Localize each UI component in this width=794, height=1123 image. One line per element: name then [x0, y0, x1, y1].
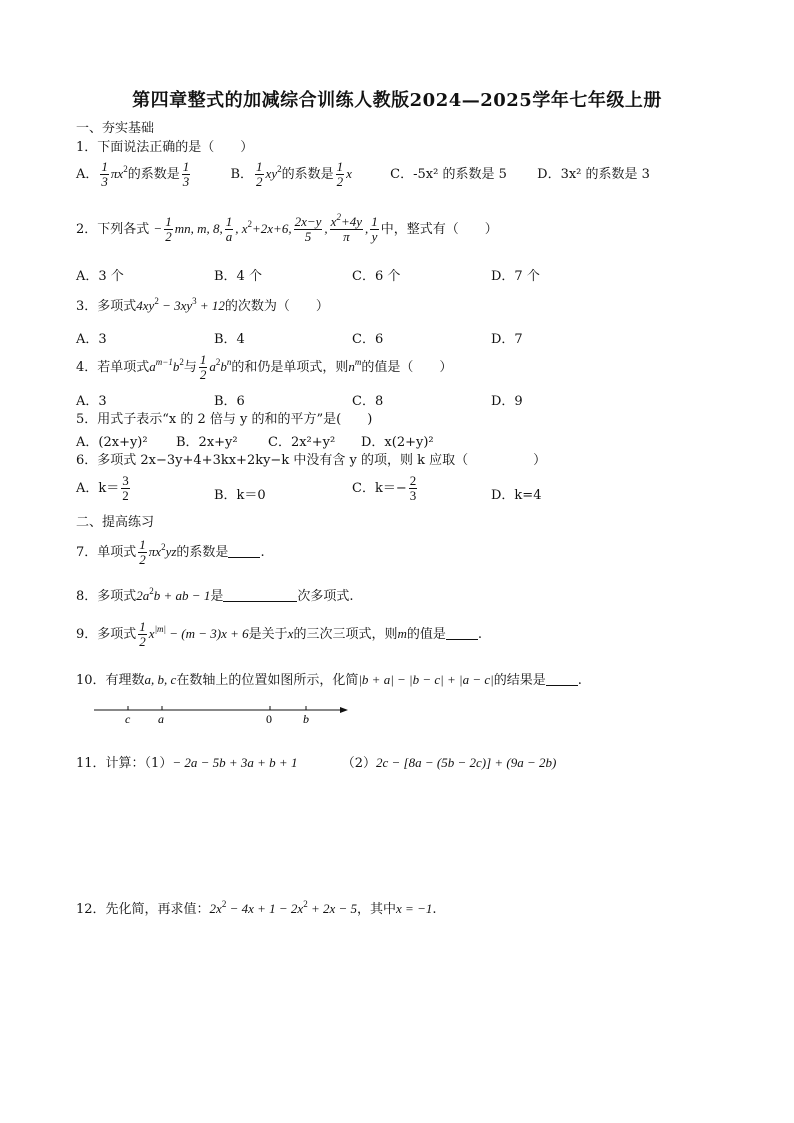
question-7: 7．单项式 $\frac{1}{2}$ $\pi x^2yz$的系数是 . [76, 537, 265, 567]
question-6-option-c: C．k＝− $\frac{2}{3}$ [352, 473, 417, 503]
answer-blank[interactable] [546, 673, 578, 686]
page-title: 第四章整式的加减综合训练人教版2024—2025学年七年级上册 [132, 90, 662, 111]
question-4-option-d: D．9 [491, 394, 523, 409]
point-label-b: b [303, 712, 309, 726]
question-3-option-a: A．3 [76, 332, 107, 347]
question-5-stem: 5．用式子表示“x 的 2 倍与 y 的和的平方”是( ) [76, 412, 373, 427]
question-2-option-d: D．7 个 [491, 269, 540, 284]
question-2-option-b: B．4 个 [214, 269, 262, 284]
question-3-stem: 3．多项式$4xy^2 - 3xy^3 + 12$的次数为（ ） [76, 296, 329, 314]
question-4-option-a: A．3 [76, 394, 107, 409]
question-8: 8．多项式$2a^2b$ + ab − 1是 次多项式. [76, 586, 354, 604]
answer-blank[interactable] [446, 627, 478, 640]
question-1-options: A． $\frac{1}{3}$ $\pi x^2$的系数是 $\frac{1}{3}$ B． $\frac{1}{2}$ $xy^2$的系数是 $\frac{1}{2}$ x C．-5x² 的系数是 5 D．3x² 的系数是 3 [76, 159, 650, 189]
point-label-a: a [158, 712, 164, 726]
question-4-option-b: B．6 [214, 394, 245, 409]
section-heading-basics: 一、夯实基础 [76, 121, 155, 136]
question-5-option-b: B．2x+y² [176, 435, 238, 450]
answer-blank[interactable] [228, 545, 260, 558]
question-6-option-b: B．k＝0 [214, 488, 266, 503]
question-9: 9．多项式 $\frac{1}{2}$ $x^{|m|} - (m - 3)x + 6$是关于x的三次三项式，则m的值是 . [76, 619, 483, 649]
question-5-option-a: A．(2x+y)² [76, 435, 148, 450]
question-3-option-d: D．7 [491, 332, 523, 347]
question-4-option-c: C．8 [352, 394, 384, 409]
answer-blank[interactable] [223, 589, 297, 602]
question-6-option-d: D．k=4 [491, 488, 542, 503]
question-3-option-c: C．6 [352, 332, 384, 347]
question-2-option-a: A．3 个 [76, 269, 124, 284]
question-2-option-c: C．6 个 [352, 269, 401, 284]
question-3-option-b: B．4 [214, 332, 245, 347]
question-4-stem: 4．若单项式$a^{m-1}b^2$与 $\frac{1}{2}$ $a^2b^n$的和仍是单项式，则$n^m$的值是（ ） [76, 352, 453, 382]
number-line [94, 697, 350, 727]
question-5-option-d: D．x(2+y)² [361, 435, 434, 450]
question-5-option-c: C．2x²+y² [268, 435, 336, 450]
question-11: 11．计算：（1）− 2a − 5b + 3a + b + 1 （2）2c − [8a − (5b − 2c)] + (9a − 2b) [76, 755, 557, 771]
question-1-stem: 1．下面说法正确的是（ ） [76, 140, 254, 155]
question-10: 10．有理数a, b, c在数轴上的位置如图所示，化简|b + a| − |b − c| + |a − c|的结果是 . [76, 672, 582, 688]
section-heading-advanced: 二、提高练习 [76, 515, 155, 530]
point-label-c: c [125, 712, 131, 726]
question-2-stem: 2．下列各式 − $\frac{1}{2}$ mn, m, 8, $\frac{1}{a}$ , $x^2+2x+6$, $\frac{2x-y}{5}$ , $\frac{x^2+4y}{\pi}$ , $\frac{1}{y}$ 中，整式有（ ） [76, 212, 498, 244]
point-label-zero: 0 [266, 712, 272, 726]
question-6-stem: 6．多项式 2x−3y+4+3kx+2ky−k 中没有含 y 的项，则 k 应取（ ） [76, 453, 547, 468]
question-12: 12．先化简，再求值：$2x^2 - 4x + 1 - 2x^2 + 2x - 5$，其中x = −1. [76, 899, 437, 917]
question-6-option-a: A．k＝ $\frac{3}{2}$ [76, 473, 129, 503]
